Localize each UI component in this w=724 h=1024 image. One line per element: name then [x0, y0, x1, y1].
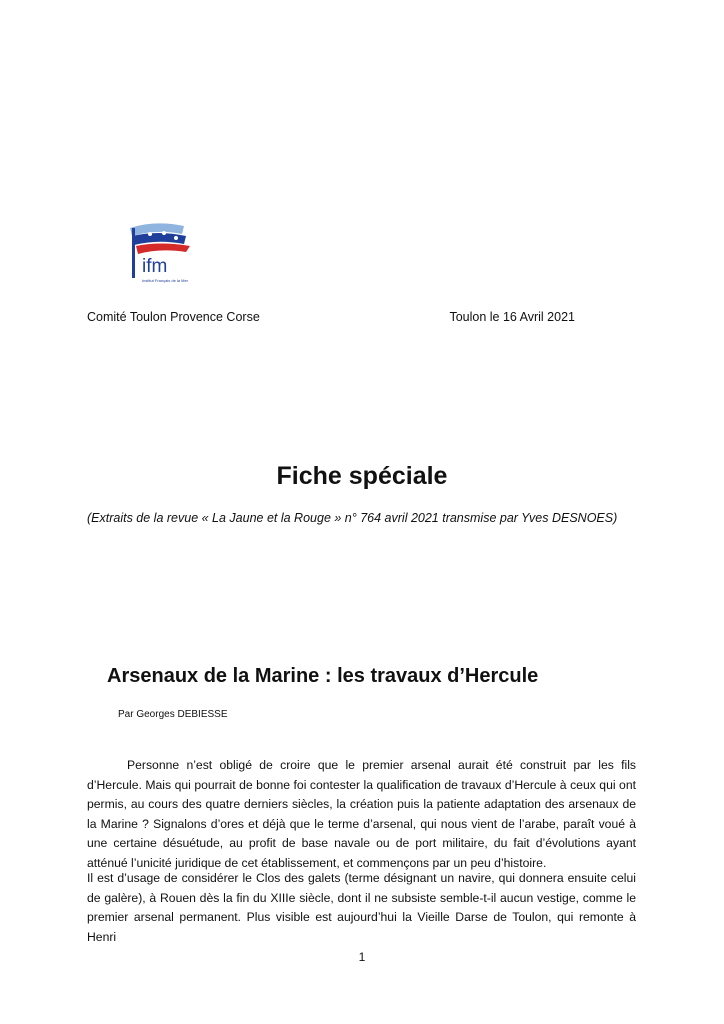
letter-date: Toulon le 16 Avril 2021: [449, 310, 575, 324]
article-paragraph: Il est d’usage de considérer le Clos des galets (terme désignant un navire, qui donnera ensuite celui de galère), à Rouen dès la fin du XIIIe siècle, dont il ne subsiste semble-t-il aucun vestige, comme le premier arsenal permanent. Plus visible est aujourd’hui la Vieille Darse de Toulon, qui remonte à Henri: [87, 871, 636, 944]
page-number: 1: [358, 950, 366, 964]
ifm-logo: [120, 214, 206, 286]
article-byline: Par Georges DEBIESSE: [118, 709, 228, 720]
svg-text:Institut Français de la Mer: Institut Français de la Mer: [142, 278, 189, 283]
header-line: [87, 310, 575, 324]
page-title: Fiche spéciale: [276, 462, 448, 490]
paragraph-text: Personne n’est obligé de croire que le premier arsenal aurait été construit par les fils d’Hercule. Mais qui pourrait de bonne foi contester la qualification de travaux d’Hercule à ceux qui ont permis, au cours des quatre derniers siècles, la création puis la patiente adaptation des arsenaux de la Marine ? Signalons d’ores et déjà que le terme d’arsenal, qui nous vient de l’arabe, paraît voué à une certaine désuétude, au profit de base navale ou de port militaire, du fait d’évolutions ayant atténué l’unicité juridique de cet établissement, et commençons par un peu d’histoire.: [87, 758, 636, 870]
svg-text:ifm: ifm: [142, 256, 168, 277]
article-paragraph: [87, 756, 636, 874]
article-title: Arsenaux de la Marine : les travaux d’Hercule: [107, 665, 539, 687]
page-subtitle: (Extraits de la revue « La Jaune et la Rouge » n° 764 avril 2021 transmise par Yves DESNOES): [87, 511, 618, 525]
ifm-logo-icon: [120, 214, 206, 286]
committee-name: Comité Toulon Provence Corse: [87, 310, 260, 324]
